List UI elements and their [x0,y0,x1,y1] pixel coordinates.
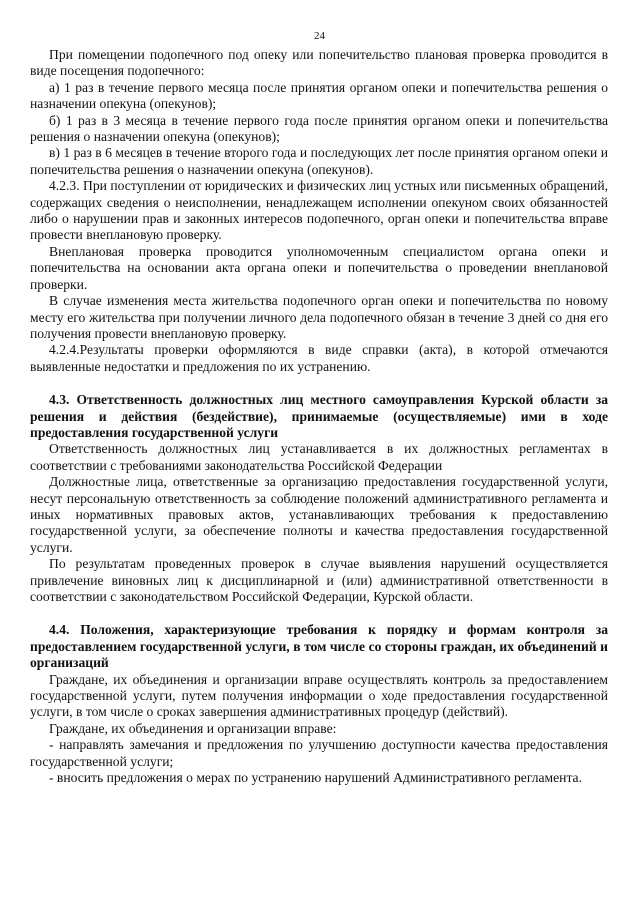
paragraph-4-3-results: По результатам проведенных проверок в случае выявления нарушений осуществляется привлечение виновных лиц к дисциплинарной и (или) административной ответственности в соответствии с законодательством Российской Федерации, Курской области. [30,556,608,604]
page-number: 24 [314,30,325,42]
section-heading-4-3: 4.3. Ответственность должностных лиц местного самоуправления Курской области за решения и действия (бездействие), принимаемые (осуществляемые) ими в ходе предоставления государственной услуги [30,392,608,440]
paragraph-4-2-3: 4.2.3. При поступлении от юридических и физических лиц устных или письменных обращений, содержащих сведения о неисполнении, ненадлежащем исполнении опекуном своих обязанностей либо о нарушении прав и законных интересов подопечного, орган опеки и попечительства вправе провести внеплановую проверку. [30,178,608,243]
paragraph-residence-change: В случае изменения места жительства подопечного орган опеки и попечительства по новому месту его жительства при получении личного дела подопечного обязан в течение 3 дней со дня его получения провести внеплановую проверку. [30,293,608,341]
paragraph-supervision-intro: При помещении подопечного под опеку или попечительство плановая проверка проводится в виде посещения подопечного: [30,47,608,79]
paragraph-item-a: а) 1 раз в течение первого месяца после принятия органом опеки и попечительства решения о назначении опекуна (опекунов); [30,79,608,112]
document-body [30,47,608,786]
paragraph-4-4-control: Граждане, их объединения и организации вправе осуществлять контроль за предоставлением государственной услуги, путем получения информации о ходе предоставления государственной услуги, в том числе о сроках завершения административных процедур (действий). [30,671,608,720]
paragraph-item-c: в) 1 раз в 6 месяцев в течение второго года и последующих лет после принятия органом опеки и попечительства решения о назначении опекуна (опекунов). [30,145,608,177]
paragraph-4-4-proposals: - вносить предложения о мерах по устранению нарушений Административного регламента. [49,770,582,786]
paragraph-item-b: б) 1 раз в 3 месяца в течение первого года после принятия органом опеки и попечительства решения о назначении опекуна (опекунов); [30,112,608,145]
paragraph-4-4-remarks: - направлять замечания и предложения по улучшению доступности качества предоставления государственной услуги; [30,737,608,769]
paragraph-4-4-rights: Граждане, их объединения и организации вправе: [49,720,337,736]
paragraph-unscheduled-check: Внеплановая проверка проводится уполномоченным специалистом органа опеки и попечительства на основании акта органа опеки и попечительства о проведении внеплановой проверки. [30,243,608,292]
paragraph-4-2-4: 4.2.4.Результаты проверки оформляются в виде справки (акта), в которой отмечаются выявленные недостатки и предложения по их устранению. [30,342,608,374]
section-heading-4-4: 4.4. Положения, характеризующие требования к порядку и формам контроля за предоставлением государственной услуги, в том числе со стороны граждан, их объединений и организаций [30,622,608,671]
paragraph-4-3-officials: Должностные лица, ответственные за организацию предоставления государственной услуги, несут персональную ответственность за соблюдение положений административного регламента и иных нормативных правовых актов, устанавливающих требования к предоставлению государственной услуги, за обеспечение полноты и качества предоставления государственной услуги. [30,474,608,555]
paragraph-4-3-responsibility: Ответственность должностных лиц устанавливается в их должностных регламентах в соответствии с требованиями законодательства Российской Федерации [30,441,608,473]
